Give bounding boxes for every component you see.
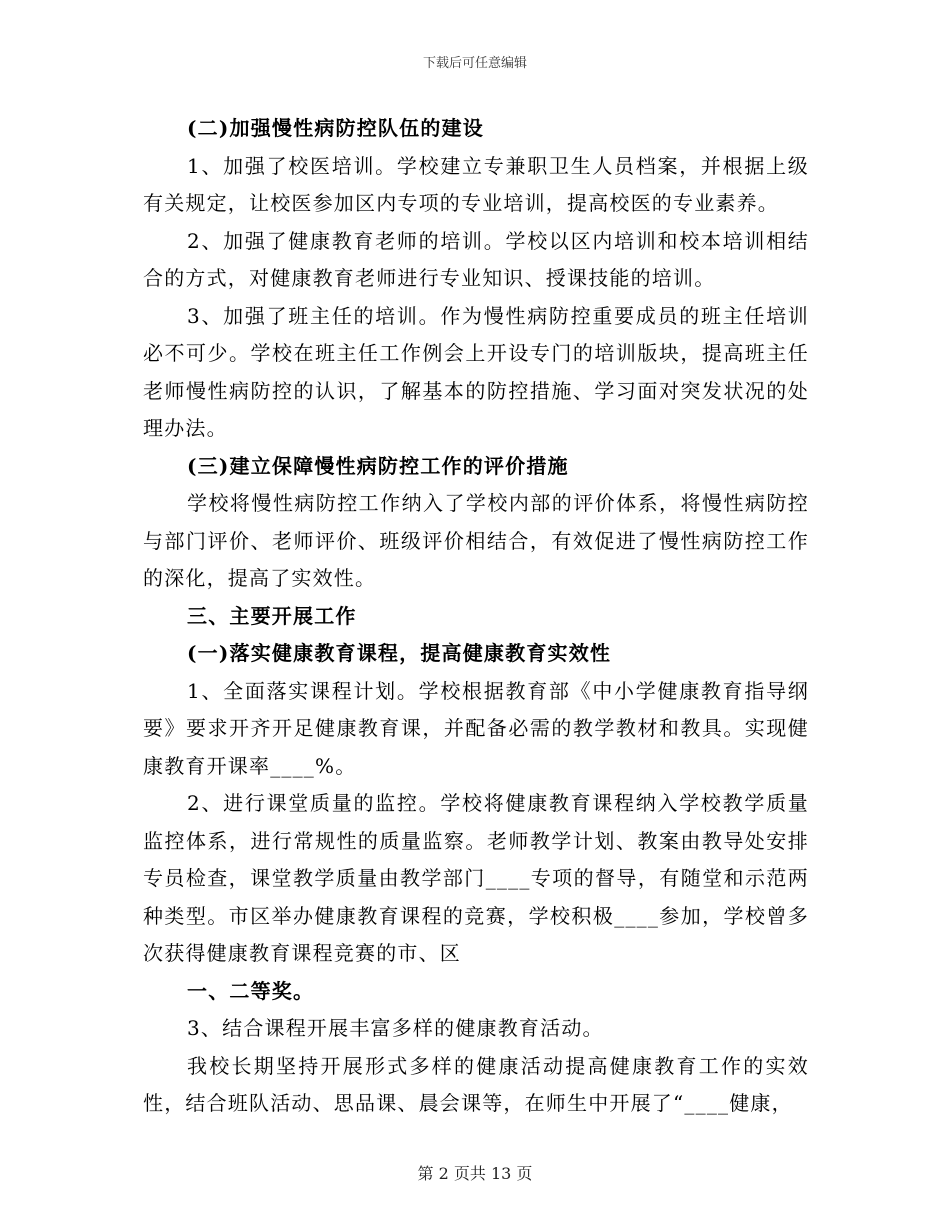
paragraph-activities-detail: 我校长期坚持开展形式多样的健康活动提高健康教育工作的实效性，结合班队活动、思品课、晨会课等，在师生中开展了“____健康，: [143, 1053, 809, 1115]
page-footer: 第 2 页共 13 页: [417, 1164, 533, 1183]
paragraph-head-teacher-training: 3、加强了班主任的培训。作为慢性病防控重要成员的班主任培训必不可少。学校在班主任工作例会上开设专门的培训版块，提高班主任老师慢性病防控的认识，了解基本的防控措施、学习面对突发状况的处理办法。: [143, 303, 809, 440]
section-heading-2: (二)加强慢性病防控队伍的建设: [187, 116, 484, 140]
page-header: 下载后可任意编辑: [422, 56, 527, 71]
paragraph-school-doctor-training: 1、加强了校医培训。学校建立专兼职卫生人员档案，并根据上级有关规定，让校医参加区内专项的专业培训，提高校医的专业素养。: [143, 153, 809, 215]
paragraph-quality-monitoring: 2、进行课堂质量的监控。学校将健康教育课程纳入学校教学质量监控体系，进行常规性的质量监察。老师教学计划、教案由教导处安排专员检查，课堂教学质量由教学部门____专项的督导，有随堂和示范两种类型。市区举办健康教育课程的竞赛，学校积极____参加，学校曾多次获得健康教育课程竞赛的市、区: [143, 791, 809, 965]
section-heading-main-work: 三、主要开展工作: [187, 603, 357, 628]
paragraph-teacher-training: 2、加强了健康教育老师的培训。学校以区内培训和校本培训相结合的方式，对健康教育老师进行专业知识、授课技能的培训。: [143, 228, 809, 290]
paragraph-evaluation-system: 学校将慢性病防控工作纳入了学校内部的评价体系，将慢性病防控与部门评价、老师评价、班级评价相结合，有效促进了慢性病防控工作的深化，提高了实效性。: [143, 491, 809, 590]
section-heading-3: (三)建立保障慢性病防控工作的评价措施: [187, 453, 569, 478]
paragraph-award-level: 一、二等奖。: [187, 978, 315, 1003]
paragraph-activities-heading: 3、结合课程开展丰富多样的健康教育活动。: [187, 1016, 604, 1040]
document-body: [143, 110, 809, 1123]
paragraph-course-plan: 1、全面落实课程计划。学校根据教育部《中小学健康教育指导纲要》要求开齐开足健康教育课，并配备必需的教学教材和教具。实现健康教育开课率____%。: [143, 678, 809, 778]
section-heading-1: (一)落实健康教育课程，提高健康教育实效性: [187, 641, 612, 665]
